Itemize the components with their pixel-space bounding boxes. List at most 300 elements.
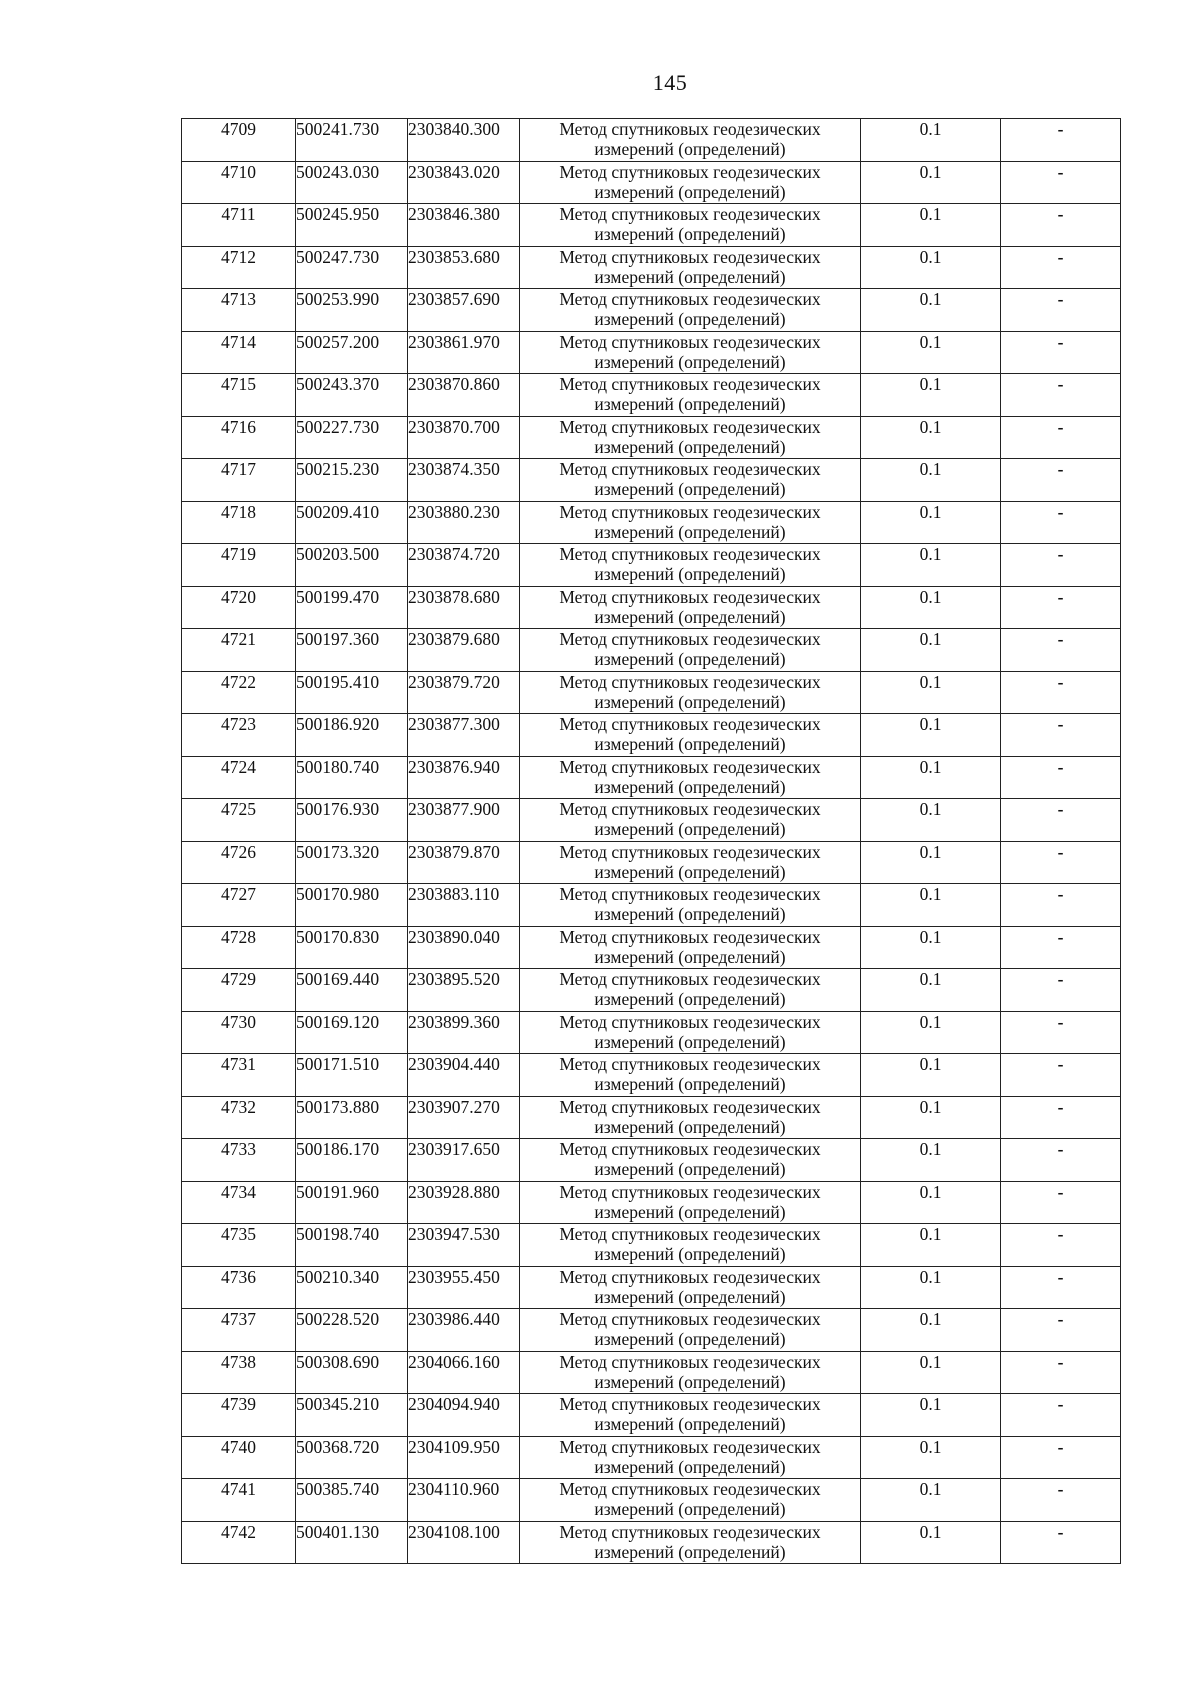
table-row bbox=[182, 1479, 1121, 1522]
method-cell bbox=[520, 1266, 861, 1309]
method-line-1: Метод спутниковых геодезических bbox=[559, 501, 821, 522]
note-cell: - bbox=[1001, 544, 1121, 587]
note-cell: - bbox=[1001, 1309, 1121, 1352]
x-coordinate-cell: 500243.370 bbox=[296, 374, 408, 417]
note-cell: - bbox=[1001, 246, 1121, 289]
table-row bbox=[182, 841, 1121, 884]
accuracy-cell: 0.1 bbox=[861, 1521, 1001, 1564]
method-line-2: измерений (определений) bbox=[594, 904, 786, 924]
accuracy-cell: 0.1 bbox=[861, 1479, 1001, 1522]
note-cell: - bbox=[1001, 1351, 1121, 1394]
method-cell bbox=[520, 629, 861, 672]
note-cell: - bbox=[1001, 756, 1121, 799]
accuracy-cell: 0.1 bbox=[861, 544, 1001, 587]
method-line-1: Метод спутниковых геодезических bbox=[559, 331, 821, 352]
method-cell bbox=[520, 1351, 861, 1394]
y-coordinate-cell: 2303890.040 bbox=[408, 926, 520, 969]
point-number-cell: 4737 bbox=[182, 1309, 296, 1352]
method-cell bbox=[520, 501, 861, 544]
y-coordinate-cell: 2303880.230 bbox=[408, 501, 520, 544]
accuracy-cell: 0.1 bbox=[861, 459, 1001, 502]
x-coordinate-cell: 500170.980 bbox=[296, 884, 408, 927]
note-cell: - bbox=[1001, 671, 1121, 714]
method-cell bbox=[520, 544, 861, 587]
method-cell bbox=[520, 1224, 861, 1267]
method-line-2: измерений (определений) bbox=[594, 564, 786, 584]
accuracy-cell: 0.1 bbox=[861, 629, 1001, 672]
table-row bbox=[182, 586, 1121, 629]
accuracy-cell: 0.1 bbox=[861, 1394, 1001, 1437]
method-line-2: измерений (определений) bbox=[594, 1201, 786, 1222]
accuracy-cell: 0.1 bbox=[861, 969, 1001, 1012]
y-coordinate-cell: 2303904.440 bbox=[408, 1054, 520, 1097]
table-row bbox=[182, 756, 1121, 799]
y-coordinate-cell: 2303879.870 bbox=[408, 841, 520, 884]
note-cell: - bbox=[1001, 161, 1121, 204]
note-cell: - bbox=[1001, 841, 1121, 884]
note-cell: - bbox=[1001, 374, 1121, 417]
table-row bbox=[182, 204, 1121, 247]
x-coordinate-cell: 500308.690 bbox=[296, 1351, 408, 1394]
note-cell: - bbox=[1001, 1054, 1121, 1097]
method-line-1: Метод спутниковых геодезических bbox=[559, 1436, 821, 1457]
method-cell bbox=[520, 1139, 861, 1182]
x-coordinate-cell: 500215.230 bbox=[296, 459, 408, 502]
point-number-cell: 4736 bbox=[182, 1266, 296, 1309]
method-line-1: Метод спутниковых геодезических bbox=[559, 586, 821, 607]
note-cell: - bbox=[1001, 714, 1121, 757]
point-number-cell: 4709 bbox=[182, 119, 296, 162]
x-coordinate-cell: 500170.830 bbox=[296, 926, 408, 969]
method-line-1: Метод спутниковых геодезических bbox=[559, 289, 821, 309]
x-coordinate-cell: 500197.360 bbox=[296, 629, 408, 672]
x-coordinate-cell: 500198.740 bbox=[296, 1224, 408, 1267]
method-line-2: измерений (определений) bbox=[594, 479, 786, 499]
method-line-2: измерений (определений) bbox=[594, 691, 786, 712]
note-cell: - bbox=[1001, 586, 1121, 629]
note-cell: - bbox=[1001, 1436, 1121, 1479]
method-line-1: Метод спутниковых геодезических bbox=[559, 1309, 821, 1329]
method-line-2: измерений (определений) bbox=[594, 1371, 786, 1392]
table-row bbox=[182, 1436, 1121, 1479]
table-row bbox=[182, 1054, 1121, 1097]
y-coordinate-cell: 2304066.160 bbox=[408, 1351, 520, 1394]
accuracy-cell: 0.1 bbox=[861, 1224, 1001, 1267]
point-number-cell: 4722 bbox=[182, 671, 296, 714]
table-row bbox=[182, 926, 1121, 969]
table-row bbox=[182, 1181, 1121, 1224]
note-cell: - bbox=[1001, 884, 1121, 927]
method-cell bbox=[520, 1011, 861, 1054]
accuracy-cell: 0.1 bbox=[861, 119, 1001, 162]
note-cell: - bbox=[1001, 416, 1121, 459]
note-cell: - bbox=[1001, 969, 1121, 1012]
point-number-cell: 4711 bbox=[182, 204, 296, 247]
method-cell bbox=[520, 841, 861, 884]
y-coordinate-cell: 2303840.300 bbox=[408, 119, 520, 162]
method-line-1: Метод спутниковых геодезических bbox=[559, 544, 821, 564]
x-coordinate-cell: 500247.730 bbox=[296, 246, 408, 289]
method-line-1: Метод спутниковых геодезических bbox=[559, 416, 821, 437]
point-number-cell: 4713 bbox=[182, 289, 296, 332]
x-coordinate-cell: 500228.520 bbox=[296, 1309, 408, 1352]
x-coordinate-cell: 500176.930 bbox=[296, 799, 408, 842]
method-line-2: измерений (определений) bbox=[594, 819, 786, 839]
y-coordinate-cell: 2303861.970 bbox=[408, 331, 520, 374]
method-cell bbox=[520, 1054, 861, 1097]
method-cell bbox=[520, 1436, 861, 1479]
method-line-2: измерений (определений) bbox=[594, 776, 786, 797]
method-line-2: измерений (определений) bbox=[594, 394, 786, 414]
method-line-1: Метод спутниковых геодезических bbox=[559, 1521, 821, 1542]
method-line-1: Метод спутниковых геодезических bbox=[559, 1096, 821, 1117]
method-line-1: Метод спутниковых геодезических bbox=[559, 246, 821, 267]
y-coordinate-cell: 2304109.950 bbox=[408, 1436, 520, 1479]
accuracy-cell: 0.1 bbox=[861, 586, 1001, 629]
y-coordinate-cell: 2303899.360 bbox=[408, 1011, 520, 1054]
y-coordinate-cell: 2303895.520 bbox=[408, 969, 520, 1012]
y-coordinate-cell: 2303879.720 bbox=[408, 671, 520, 714]
point-number-cell: 4732 bbox=[182, 1096, 296, 1139]
table-row bbox=[182, 374, 1121, 417]
note-cell: - bbox=[1001, 1479, 1121, 1522]
point-number-cell: 4727 bbox=[182, 884, 296, 927]
table-row bbox=[182, 969, 1121, 1012]
y-coordinate-cell: 2304108.100 bbox=[408, 1521, 520, 1564]
method-cell bbox=[520, 1479, 861, 1522]
point-number-cell: 4734 bbox=[182, 1181, 296, 1224]
y-coordinate-cell: 2303928.880 bbox=[408, 1181, 520, 1224]
method-cell bbox=[520, 1181, 861, 1224]
table-row bbox=[182, 119, 1121, 162]
table-row bbox=[182, 629, 1121, 672]
table-row bbox=[182, 1266, 1121, 1309]
note-cell: - bbox=[1001, 1394, 1121, 1437]
method-line-1: Метод спутниковых геодезических bbox=[559, 671, 821, 692]
y-coordinate-cell: 2303955.450 bbox=[408, 1266, 520, 1309]
y-coordinate-cell: 2303874.350 bbox=[408, 459, 520, 502]
method-line-2: измерений (определений) bbox=[594, 1414, 786, 1434]
method-cell bbox=[520, 416, 861, 459]
accuracy-cell: 0.1 bbox=[861, 714, 1001, 757]
method-line-1: Метод спутниковых геодезических bbox=[559, 1181, 821, 1202]
y-coordinate-cell: 2303843.020 bbox=[408, 161, 520, 204]
table-row bbox=[182, 1521, 1121, 1564]
y-coordinate-cell: 2303857.690 bbox=[408, 289, 520, 332]
method-line-2: измерений (определений) bbox=[594, 436, 786, 457]
note-cell: - bbox=[1001, 1181, 1121, 1224]
method-line-1: Метод спутниковых геодезических bbox=[559, 459, 821, 479]
method-line-1: Метод спутниковых геодезических bbox=[559, 1266, 821, 1287]
table-row bbox=[182, 1096, 1121, 1139]
y-coordinate-cell: 2304110.960 bbox=[408, 1479, 520, 1522]
accuracy-cell: 0.1 bbox=[861, 1181, 1001, 1224]
y-coordinate-cell: 2303986.440 bbox=[408, 1309, 520, 1352]
method-cell bbox=[520, 969, 861, 1012]
point-number-cell: 4718 bbox=[182, 501, 296, 544]
note-cell: - bbox=[1001, 1266, 1121, 1309]
method-line-1: Метод спутниковых геодезических bbox=[559, 1054, 821, 1074]
accuracy-cell: 0.1 bbox=[861, 1139, 1001, 1182]
accuracy-cell: 0.1 bbox=[861, 204, 1001, 247]
method-line-1: Метод спутниковых геодезических bbox=[559, 374, 821, 394]
y-coordinate-cell: 2303874.720 bbox=[408, 544, 520, 587]
y-coordinate-cell: 2303879.680 bbox=[408, 629, 520, 672]
method-line-2: измерений (определений) bbox=[594, 606, 786, 627]
method-cell bbox=[520, 799, 861, 842]
method-line-2: измерений (определений) bbox=[594, 1286, 786, 1307]
table-row bbox=[182, 1309, 1121, 1352]
accuracy-cell: 0.1 bbox=[861, 1054, 1001, 1097]
method-line-2: измерений (определений) bbox=[594, 521, 786, 542]
coordinates-table bbox=[181, 118, 1121, 1564]
table-row bbox=[182, 884, 1121, 927]
accuracy-cell: 0.1 bbox=[861, 1309, 1001, 1352]
method-line-2: измерений (определений) bbox=[594, 1541, 786, 1562]
point-number-cell: 4714 bbox=[182, 331, 296, 374]
table-row bbox=[182, 416, 1121, 459]
point-number-cell: 4719 bbox=[182, 544, 296, 587]
point-number-cell: 4741 bbox=[182, 1479, 296, 1522]
method-cell bbox=[520, 289, 861, 332]
method-cell bbox=[520, 246, 861, 289]
table-row bbox=[182, 161, 1121, 204]
point-number-cell: 4716 bbox=[182, 416, 296, 459]
y-coordinate-cell: 2303917.650 bbox=[408, 1139, 520, 1182]
accuracy-cell: 0.1 bbox=[861, 331, 1001, 374]
note-cell: - bbox=[1001, 1139, 1121, 1182]
table-row bbox=[182, 671, 1121, 714]
y-coordinate-cell: 2303853.680 bbox=[408, 246, 520, 289]
note-cell: - bbox=[1001, 629, 1121, 672]
method-line-1: Метод спутниковых геодезических bbox=[559, 1139, 821, 1159]
y-coordinate-cell: 2303878.680 bbox=[408, 586, 520, 629]
method-cell bbox=[520, 459, 861, 502]
point-number-cell: 4742 bbox=[182, 1521, 296, 1564]
y-coordinate-cell: 2303870.860 bbox=[408, 374, 520, 417]
accuracy-cell: 0.1 bbox=[861, 799, 1001, 842]
table-body bbox=[182, 119, 1121, 1564]
x-coordinate-cell: 500227.730 bbox=[296, 416, 408, 459]
y-coordinate-cell: 2303846.380 bbox=[408, 204, 520, 247]
note-cell: - bbox=[1001, 1011, 1121, 1054]
point-number-cell: 4725 bbox=[182, 799, 296, 842]
method-line-2: измерений (определений) bbox=[594, 1116, 786, 1137]
method-cell bbox=[520, 671, 861, 714]
method-line-1: Метод спутниковых геодезических bbox=[559, 1479, 821, 1499]
point-number-cell: 4740 bbox=[182, 1436, 296, 1479]
x-coordinate-cell: 500253.990 bbox=[296, 289, 408, 332]
method-line-2: измерений (определений) bbox=[594, 1456, 786, 1477]
method-line-2: измерений (определений) bbox=[594, 1159, 786, 1179]
accuracy-cell: 0.1 bbox=[861, 756, 1001, 799]
x-coordinate-cell: 500199.470 bbox=[296, 586, 408, 629]
method-line-1: Метод спутниковых геодезических bbox=[559, 119, 821, 139]
y-coordinate-cell: 2303907.270 bbox=[408, 1096, 520, 1139]
method-line-2: измерений (определений) bbox=[594, 946, 786, 967]
point-number-cell: 4717 bbox=[182, 459, 296, 502]
method-cell bbox=[520, 204, 861, 247]
method-line-2: измерений (определений) bbox=[594, 1244, 786, 1264]
method-line-1: Метод спутниковых геодезических bbox=[559, 841, 821, 862]
table-row bbox=[182, 1224, 1121, 1267]
y-coordinate-cell: 2303870.700 bbox=[408, 416, 520, 459]
y-coordinate-cell: 2303877.900 bbox=[408, 799, 520, 842]
note-cell: - bbox=[1001, 459, 1121, 502]
x-coordinate-cell: 500173.880 bbox=[296, 1096, 408, 1139]
point-number-cell: 4720 bbox=[182, 586, 296, 629]
point-number-cell: 4712 bbox=[182, 246, 296, 289]
accuracy-cell: 0.1 bbox=[861, 1096, 1001, 1139]
x-coordinate-cell: 500209.410 bbox=[296, 501, 408, 544]
method-line-2: измерений (определений) bbox=[594, 139, 786, 159]
table-row bbox=[182, 544, 1121, 587]
accuracy-cell: 0.1 bbox=[861, 1351, 1001, 1394]
table-row bbox=[182, 799, 1121, 842]
accuracy-cell: 0.1 bbox=[861, 289, 1001, 332]
method-line-2: измерений (определений) bbox=[594, 861, 786, 882]
accuracy-cell: 0.1 bbox=[861, 501, 1001, 544]
note-cell: - bbox=[1001, 1224, 1121, 1267]
x-coordinate-cell: 500195.410 bbox=[296, 671, 408, 714]
accuracy-cell: 0.1 bbox=[861, 1011, 1001, 1054]
method-cell bbox=[520, 119, 861, 162]
note-cell: - bbox=[1001, 204, 1121, 247]
method-cell bbox=[520, 586, 861, 629]
method-line-1: Метод спутниковых геодезических bbox=[559, 969, 821, 989]
note-cell: - bbox=[1001, 119, 1121, 162]
x-coordinate-cell: 500368.720 bbox=[296, 1436, 408, 1479]
note-cell: - bbox=[1001, 799, 1121, 842]
point-number-cell: 4733 bbox=[182, 1139, 296, 1182]
point-number-cell: 4731 bbox=[182, 1054, 296, 1097]
point-number-cell: 4710 bbox=[182, 161, 296, 204]
method-line-1: Метод спутниковых геодезических bbox=[559, 756, 821, 777]
page-number: 145 bbox=[652, 70, 688, 95]
x-coordinate-cell: 500345.210 bbox=[296, 1394, 408, 1437]
table-row bbox=[182, 714, 1121, 757]
note-cell: - bbox=[1001, 1096, 1121, 1139]
note-cell: - bbox=[1001, 926, 1121, 969]
method-cell bbox=[520, 926, 861, 969]
x-coordinate-cell: 500186.920 bbox=[296, 714, 408, 757]
table-row bbox=[182, 1011, 1121, 1054]
y-coordinate-cell: 2303876.940 bbox=[408, 756, 520, 799]
x-coordinate-cell: 500173.320 bbox=[296, 841, 408, 884]
point-number-cell: 4715 bbox=[182, 374, 296, 417]
accuracy-cell: 0.1 bbox=[861, 926, 1001, 969]
method-cell bbox=[520, 1394, 861, 1437]
point-number-cell: 4726 bbox=[182, 841, 296, 884]
x-coordinate-cell: 500169.120 bbox=[296, 1011, 408, 1054]
point-number-cell: 4738 bbox=[182, 1351, 296, 1394]
table-row bbox=[182, 331, 1121, 374]
point-number-cell: 4730 bbox=[182, 1011, 296, 1054]
point-number-cell: 4723 bbox=[182, 714, 296, 757]
table-row bbox=[182, 289, 1121, 332]
note-cell: - bbox=[1001, 501, 1121, 544]
method-line-2: измерений (определений) bbox=[594, 649, 786, 669]
method-cell bbox=[520, 714, 861, 757]
point-number-cell: 4724 bbox=[182, 756, 296, 799]
accuracy-cell: 0.1 bbox=[861, 841, 1001, 884]
table-row bbox=[182, 246, 1121, 289]
method-line-2: измерений (определений) bbox=[594, 1499, 786, 1519]
accuracy-cell: 0.1 bbox=[861, 416, 1001, 459]
x-coordinate-cell: 500169.440 bbox=[296, 969, 408, 1012]
method-line-1: Метод спутниковых геодезических bbox=[559, 1224, 821, 1244]
table-row bbox=[182, 459, 1121, 502]
method-cell bbox=[520, 756, 861, 799]
accuracy-cell: 0.1 bbox=[861, 1436, 1001, 1479]
y-coordinate-cell: 2303947.530 bbox=[408, 1224, 520, 1267]
note-cell: - bbox=[1001, 1521, 1121, 1564]
method-cell bbox=[520, 331, 861, 374]
method-line-1: Метод спутниковых геодезических bbox=[559, 1011, 821, 1032]
x-coordinate-cell: 500385.740 bbox=[296, 1479, 408, 1522]
x-coordinate-cell: 500401.130 bbox=[296, 1521, 408, 1564]
method-cell bbox=[520, 1521, 861, 1564]
point-number-cell: 4735 bbox=[182, 1224, 296, 1267]
x-coordinate-cell: 500186.170 bbox=[296, 1139, 408, 1182]
point-number-cell: 4739 bbox=[182, 1394, 296, 1437]
x-coordinate-cell: 500210.340 bbox=[296, 1266, 408, 1309]
method-line-1: Метод спутниковых геодезических bbox=[559, 1351, 821, 1372]
x-coordinate-cell: 500245.950 bbox=[296, 204, 408, 247]
accuracy-cell: 0.1 bbox=[861, 1266, 1001, 1309]
method-cell bbox=[520, 374, 861, 417]
x-coordinate-cell: 500180.740 bbox=[296, 756, 408, 799]
note-cell: - bbox=[1001, 331, 1121, 374]
x-coordinate-cell: 500203.500 bbox=[296, 544, 408, 587]
method-line-1: Метод спутниковых геодезических bbox=[559, 204, 821, 224]
method-cell bbox=[520, 884, 861, 927]
method-line-2: измерений (определений) bbox=[594, 309, 786, 329]
x-coordinate-cell: 500191.960 bbox=[296, 1181, 408, 1224]
method-line-1: Метод спутниковых геодезических bbox=[559, 714, 821, 734]
table-row bbox=[182, 1139, 1121, 1182]
accuracy-cell: 0.1 bbox=[861, 884, 1001, 927]
x-coordinate-cell: 500171.510 bbox=[296, 1054, 408, 1097]
method-line-1: Метод спутниковых геодезических bbox=[559, 884, 821, 904]
table-row bbox=[182, 1394, 1121, 1437]
method-line-2: измерений (определений) bbox=[594, 1031, 786, 1052]
note-cell: - bbox=[1001, 289, 1121, 332]
method-line-1: Метод спутниковых геодезических bbox=[559, 629, 821, 649]
method-line-1: Метод спутниковых геодезических bbox=[559, 926, 821, 947]
x-coordinate-cell: 500243.030 bbox=[296, 161, 408, 204]
method-line-2: измерений (определений) bbox=[594, 989, 786, 1009]
method-line-2: измерений (определений) bbox=[594, 1329, 786, 1349]
accuracy-cell: 0.1 bbox=[861, 374, 1001, 417]
x-coordinate-cell: 500257.200 bbox=[296, 331, 408, 374]
table-row bbox=[182, 501, 1121, 544]
accuracy-cell: 0.1 bbox=[861, 671, 1001, 714]
x-coordinate-cell: 500241.730 bbox=[296, 119, 408, 162]
point-number-cell: 4721 bbox=[182, 629, 296, 672]
method-line-2: измерений (определений) bbox=[594, 1074, 786, 1094]
method-line-2: измерений (определений) bbox=[594, 734, 786, 754]
accuracy-cell: 0.1 bbox=[861, 161, 1001, 204]
point-number-cell: 4729 bbox=[182, 969, 296, 1012]
method-line-2: измерений (определений) bbox=[594, 224, 786, 244]
y-coordinate-cell: 2303883.110 bbox=[408, 884, 520, 927]
method-cell bbox=[520, 1309, 861, 1352]
method-cell bbox=[520, 1096, 861, 1139]
table-row bbox=[182, 1351, 1121, 1394]
method-line-2: измерений (определений) bbox=[594, 266, 786, 287]
y-coordinate-cell: 2304094.940 bbox=[408, 1394, 520, 1437]
